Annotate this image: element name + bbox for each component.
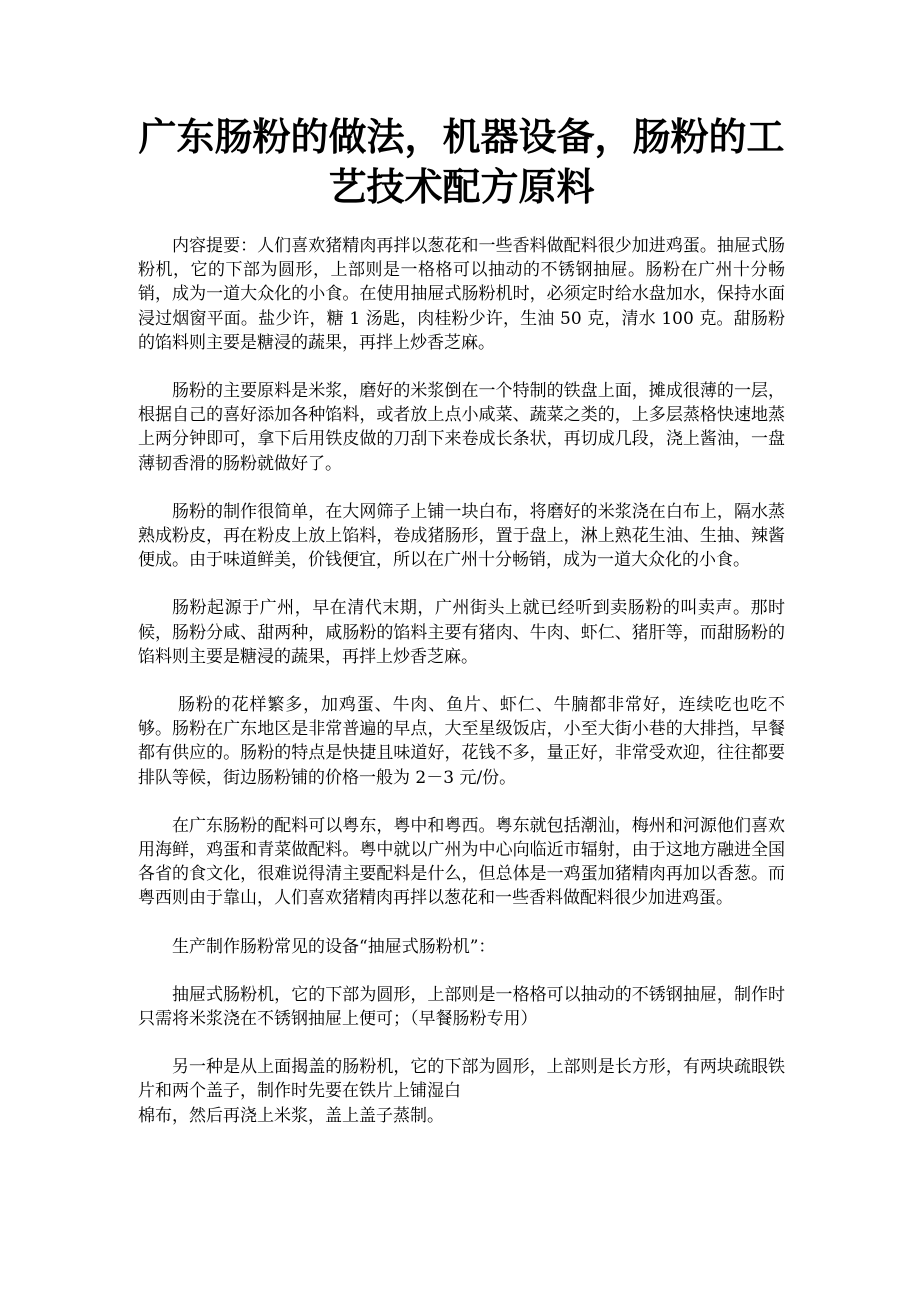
paragraph-varieties: 肠粉的花样繁多，加鸡蛋、牛肉、鱼片、虾仁、牛腩都非常好，连续吃也吃不够。肠粉在广东地区是非常普遍的早点，大至星级饭店，小至大街小巷的大排挡，早餐都有供应的。肠粉的特点是快捷且味道好，花钱不多，量正好，非常受欢迎，往往都要排队等候，街边肠粉铺的价格一般为 2－3 元/份。 [138,695,785,788]
paragraph-regional-ingredients: 在广东肠粉的配料可以粤东，粤中和粤西。粤东就包括潮汕，梅州和河源他们喜欢用海鲜，鸡蛋和青菜做配料。粤中就以广州为中心向临近市辐射，由于这地方融进全国各省的食文化，很难说得清主要配料是什么，但总体是一鸡蛋加猪精肉再加以香葱。而粤西则由于靠山，人们喜欢猪精肉再拌以葱花和一些香料做配料很少加进鸡蛋。 [138,815,785,909]
paragraph-summary: 内容提要：人们喜欢猪精肉再拌以葱花和一些香料做配料很少加进鸡蛋。抽屉式肠粉机，它的下部为圆形，上部则是一格格可以抽动的不锈钢抽屉。肠粉在广州十分畅销，成为一道大众化的小食。在使用抽屉式肠粉机时，必须定时给水盘加水，保持水面浸过烟窗平面。盐少许，糖 1 汤匙，肉桂粉少许，生油 50 克，清水 100 克。甜肠粉的馅料则主要是糖浸的蔬果，再拌上炒香芝麻。 [138,236,785,353]
paragraph-main-ingredients: 肠粉的主要原料是米浆，磨好的米浆倒在一个特制的铁盘上面，摊成很薄的一层，根据自己的喜好添加各种馅料，或者放上点小咸菜、蔬菜之类的，上多层蒸格快速地蒸上两分钟即可，拿下后用铁皮做的刀刮下来卷成长条状，再切成几段，浇上酱油，一盘薄韧香滑的肠粉就做好了。 [138,381,785,474]
paragraph-equipment-heading: 生产制作肠粉常见的设备“抽屉式肠粉机”： [172,936,496,957]
title-line-1: 广东肠粉的做法，机器设备，肠粉的工 [138,115,785,159]
paragraph-lid-machine-line-1: 另一种是从上面揭盖的肠粉机，它的下部为圆形，上部则是长方形，有两块疏眼铁片和两个盖子，制作时先要在铁片上铺湿白 [138,1057,785,1102]
title-line-2: 艺技术配方原料 [328,165,595,209]
paragraph-origin: 肠粉起源于广州，早在清代末期，广州街头上就已经听到卖肠粉的叫卖声。那时候，肠粉分咸、甜两种，咸肠粉的馅料主要有猪肉、牛肉、虾仁、猪肝等，而甜肠粉的馅料则主要是糖浸的蔬果，再拌上炒香芝麻。 [138,598,785,667]
paragraph-drawer-machine: 抽屉式肠粉机，它的下部为圆形，上部则是一格格可以抽动的不锈钢抽屉，制作时只需将米浆浇在不锈钢抽屉上便可；（早餐肠粉专用） [138,984,785,1030]
document-title [138,112,785,212]
paragraph-lid-machine-line-2: 棉布，然后再浇上米浆，盖上盖子蒸制。 [138,1105,444,1126]
document-body [138,234,785,1128]
paragraph-preparation: 肠粉的制作很简单，在大网筛子上铺一块白布，将磨好的米浆浇在白布上，隔水蒸熟成粉皮，再在粉皮上放上馅料，卷成猪肠形，置于盘上，淋上熟花生油、生抽、辣酱便成。由于味道鲜美，价钱便宜，所以在广州十分畅销，成为一道大众化的小食。 [138,501,785,571]
paragraph-lid-machine [138,1055,785,1128]
